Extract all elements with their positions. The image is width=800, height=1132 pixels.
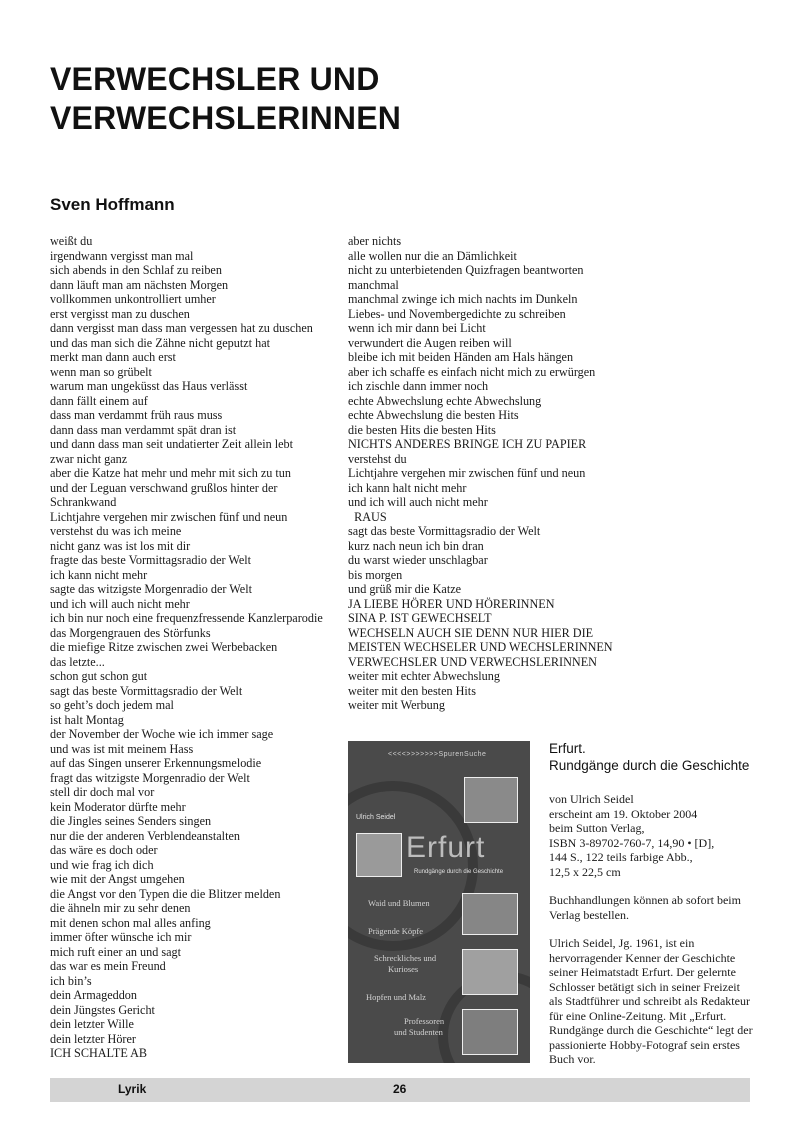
footer-section: Lyrik — [118, 1082, 147, 1096]
poem-line: und was ist mit meinem Hass — [50, 741, 194, 756]
poem-line: dein Jüngstes Gericht — [50, 1002, 155, 1017]
title-line: VERWECHSLER UND — [50, 61, 380, 97]
poem-line: wenn man so grübelt — [50, 364, 152, 379]
poem-line: JA LIEBE HÖRER UND HÖRERINNEN — [348, 596, 555, 611]
poem-line: ist halt Montag — [50, 712, 124, 727]
author-name: Sven Hoffmann — [50, 195, 175, 214]
poem-line: fragte das beste Vormittagsradio der Welt — [50, 553, 252, 567]
page-footer — [50, 1078, 750, 1102]
info-line: als Stadtführer und schreibt als Redakteur — [549, 994, 750, 1008]
poem-line: die ähneln mir zu sehr denen — [50, 901, 191, 915]
cover-series: <<<<>>>>>>>SpurenSuche — [388, 751, 487, 758]
book-title-line: Rundgänge durch die Geschichte — [549, 758, 750, 773]
poem-line: kurz nach neun ich bin dran — [348, 538, 484, 553]
poem-line: sich abends in den Schlaf zu reiben — [50, 263, 222, 277]
poem-line: erst vergisst man zu duschen — [50, 306, 190, 321]
info-line: Schlosser betätigt sich in seiner Freizeit — [549, 979, 740, 994]
cover-photo — [356, 833, 402, 877]
poem-line: Lichtjahre vergehen mir zwischen fünf und neun — [50, 509, 288, 524]
title-line: VERWECHSLERINNEN — [50, 100, 402, 136]
poem-line: fragt das witzigste Morgenradio der Welt — [50, 770, 250, 785]
info-line: Ulrich Seidel, Jg. 1961, ist ein — [549, 936, 695, 950]
book-info-title — [549, 740, 764, 774]
poem-line: weiter mit Werbung — [348, 698, 445, 712]
poem-line: mich ruft einer an und sagt — [50, 944, 181, 959]
poem-line: verstehst du — [348, 451, 407, 466]
poem-line: NICHTS ANDERES BRINGE ICH ZU PAPIER — [348, 437, 587, 451]
poem-line: WECHSELN AUCH SIE DENN NUR HIER DIE — [348, 625, 594, 640]
poem-line: nicht ganz was ist los mit dir — [50, 538, 191, 553]
poem-line: mit denen schon mal alles anfing — [50, 915, 211, 930]
poem-line: sagt das beste Vormittagsradio der Welt — [348, 524, 541, 538]
poem-line: und das man sich die Zähne nicht geputzt hat — [50, 335, 270, 350]
poem-line: so geht’s doch jedem mal — [50, 698, 174, 712]
poem-line: wie mit der Angst umgehen — [50, 872, 185, 886]
poem-line: und dann dass man seit undatierter Zeit allein lebt — [50, 437, 294, 451]
poem-line: das war es mein Freund — [50, 959, 166, 973]
poem-line: die Angst vor den Typen die die Blitzer melden — [50, 886, 281, 901]
book-author-bio — [549, 936, 764, 1067]
poem-line: die besten Hits die besten Hits — [348, 422, 496, 437]
poem-line: kein Moderator dürfte mehr — [50, 799, 186, 814]
poem-line: verstehst du was ich meine — [50, 524, 182, 538]
poem-line: du warst wieder unschlagbar — [348, 553, 488, 567]
poem-line: ich bin nur noch eine frequenzfressende Kanzlerparodie — [50, 611, 323, 625]
poem-line: und ich will auch nicht mehr — [50, 596, 190, 611]
book-title-line: Erfurt. — [549, 741, 586, 756]
cover-topic: Waid und Blumen — [368, 898, 430, 908]
cover-topic: Hopfen und Malz — [366, 992, 426, 1002]
poem-line: und wie frag ich dich — [50, 857, 154, 872]
poem-line: auf das Singen unserer Erkennungsmelodie — [50, 756, 262, 770]
poem-line: weiter mit den besten Hits — [348, 683, 476, 698]
info-line: Rundgänge durch die Geschichte“ legt der — [549, 1023, 753, 1037]
book-details — [549, 792, 764, 879]
poem-line: dann vergisst man dass man vergessen hat zu duschen — [50, 321, 313, 335]
poem-line: das letzte... — [50, 654, 105, 669]
poem-line: weiter mit echter Abwechslung — [348, 669, 500, 683]
info-line: Buchhandlungen können ab sofort beim — [549, 893, 741, 907]
poem-line: manchmal zwinge ich mich nachts im Dunkeln — [348, 292, 578, 306]
poem-line: dann dass man verdammt spät dran ist — [50, 422, 237, 437]
info-line: hervorragender Kenner der Geschichte — [549, 950, 736, 965]
poem-line: verwundert die Augen reiben will — [348, 335, 512, 350]
info-line: ISBN 3-89702-760-7, 14,90 • [D], — [549, 835, 715, 850]
poem-line: stell dir doch mal vor — [50, 785, 155, 799]
cover-topic: Schreckliches und — [374, 953, 437, 963]
poem-line: dein Armageddon — [50, 988, 137, 1002]
cover-topic: Professoren — [404, 1016, 445, 1026]
cover-author: Ulrich Seidel — [356, 814, 396, 821]
poem-line: aber die Katze hat mehr und mehr mit sich zu tun — [50, 466, 291, 480]
info-line: Buch vor. — [549, 1052, 596, 1066]
poem-line: warum man ungeküsst das Haus verlässt — [50, 379, 248, 393]
cover-topic: Prägende Köpfe — [368, 926, 423, 936]
poem-line: ICH SCHALTE AB — [50, 1046, 148, 1060]
poem-line: aber nichts — [348, 234, 402, 248]
poem-line: vollkommen unkontrolliert umher — [50, 292, 216, 306]
info-line: passionierte Hobby-Fotograf sein erstes — [549, 1037, 740, 1052]
book-availability — [549, 893, 764, 922]
poem-line: dein letzter Hörer — [50, 1031, 136, 1046]
poem-line: ich kann halt nicht mehr — [348, 480, 467, 495]
page-title — [50, 60, 750, 138]
poem-line: irgendwann vergisst man mal — [50, 248, 194, 263]
info-line: von Ulrich Seidel — [549, 792, 634, 806]
info-line: Verlag bestellen. — [549, 907, 629, 922]
book-cover-image — [348, 741, 530, 1063]
poem-line: ich kann nicht mehr — [50, 567, 148, 582]
poem-line: immer öfter wünsche ich mir — [50, 930, 192, 944]
poem-line: dann läuft man am nächsten Morgen — [50, 277, 229, 292]
poem-line: dein letzter Wille — [50, 1017, 134, 1031]
poem-column-1 — [50, 234, 340, 1061]
cover-photo — [462, 949, 518, 995]
poem-line: Lichtjahre vergehen mir zwischen fünf und neun — [348, 466, 586, 480]
poem-line: wenn ich mir dann bei Licht — [348, 321, 486, 335]
poem-column-2 — [348, 234, 648, 713]
poem-line: ich zischle dann immer noch — [348, 379, 489, 393]
poem-line: Schrankwand — [50, 495, 117, 509]
poem-line: und ich will auch nicht mehr — [348, 495, 488, 509]
info-line: seiner Heimatstadt Erfurt. Der gelernte — [549, 965, 736, 979]
poem-line: SINA P. IST GEWECHSELT — [348, 611, 492, 625]
poem-line: die miefige Ritze zwischen zwei Werbebacken — [50, 640, 278, 654]
cover-topic: und Studenten — [394, 1027, 443, 1037]
poem-line: sagte das witzigste Morgenradio der Welt — [50, 582, 252, 596]
poem-line: sagt das beste Vormittagsradio der Welt — [50, 683, 243, 698]
poem-line: echte Abwechslung echte Abwechslung — [348, 393, 542, 408]
poem-line: die Jingles seines Senders singen — [50, 814, 212, 828]
info-line: beim Sutton Verlag, — [549, 821, 645, 835]
poem-line: der November der Woche wie ich immer sage — [50, 727, 274, 741]
book-info — [549, 740, 764, 1081]
poem-line: nicht zu unterbietenden Quizfragen beantworten — [348, 263, 584, 277]
poem-line: nur die der anderen Verblendeanstalten — [50, 828, 240, 843]
poem-line: schon gut schon gut — [50, 669, 148, 683]
cover-photo — [462, 1009, 518, 1055]
info-line: 12,5 x 22,5 cm — [549, 864, 621, 879]
poem-line: zwar nicht ganz — [50, 451, 128, 466]
poem-line: RAUS — [348, 509, 387, 524]
info-line: für eine Online-Zeitung. Mit „Erfurt. — [549, 1008, 727, 1023]
cover-photo — [462, 893, 518, 935]
poem-line: MEISTEN WECHSELER UND WECHSLERINNEN — [348, 640, 613, 654]
cover-topic: Kurioses — [388, 964, 419, 974]
poem-line: dann fällt einem auf — [50, 393, 148, 408]
poem-line: alle wollen nur die an Dämlichkeit — [348, 248, 517, 263]
poem-line: bis morgen — [348, 567, 403, 582]
poem-line: Liebes- und Novembergedichte zu schreiben — [348, 306, 566, 321]
cover-subtitle: Rundgänge durch die Geschichte — [414, 869, 504, 875]
poem-line: VERWECHSLER UND VERWECHSLERINNEN — [348, 654, 597, 669]
poem-line: das wäre es doch oder — [50, 843, 158, 857]
poem-line: bleibe ich mit beiden Händen am Hals hängen — [348, 350, 574, 364]
poem-line: das Morgengrauen des Störfunks — [50, 625, 211, 640]
page-number: 26 — [393, 1082, 407, 1096]
poem-line: und grüß mir die Katze — [348, 582, 462, 596]
cover-title: Erfurt — [406, 831, 486, 864]
poem-line: weißt du — [50, 234, 93, 248]
info-line: erscheint am 19. Oktober 2004 — [549, 806, 698, 821]
poem-line: und der Leguan verschwand grußlos hinter der — [50, 480, 278, 495]
poem-line: ich bin’s — [50, 973, 92, 988]
cover-photo — [464, 777, 518, 823]
poem-line: dass man verdammt früh raus muss — [50, 408, 223, 422]
poem-line: merkt man dann auch erst — [50, 350, 176, 364]
poem-line: echte Abwechslung die besten Hits — [348, 408, 519, 422]
info-line: 144 S., 122 teils farbige Abb., — [549, 850, 693, 864]
poem-line: manchmal — [348, 277, 399, 292]
poem-line: aber ich schaffe es einfach nicht mich zu erwürgen — [348, 364, 596, 379]
